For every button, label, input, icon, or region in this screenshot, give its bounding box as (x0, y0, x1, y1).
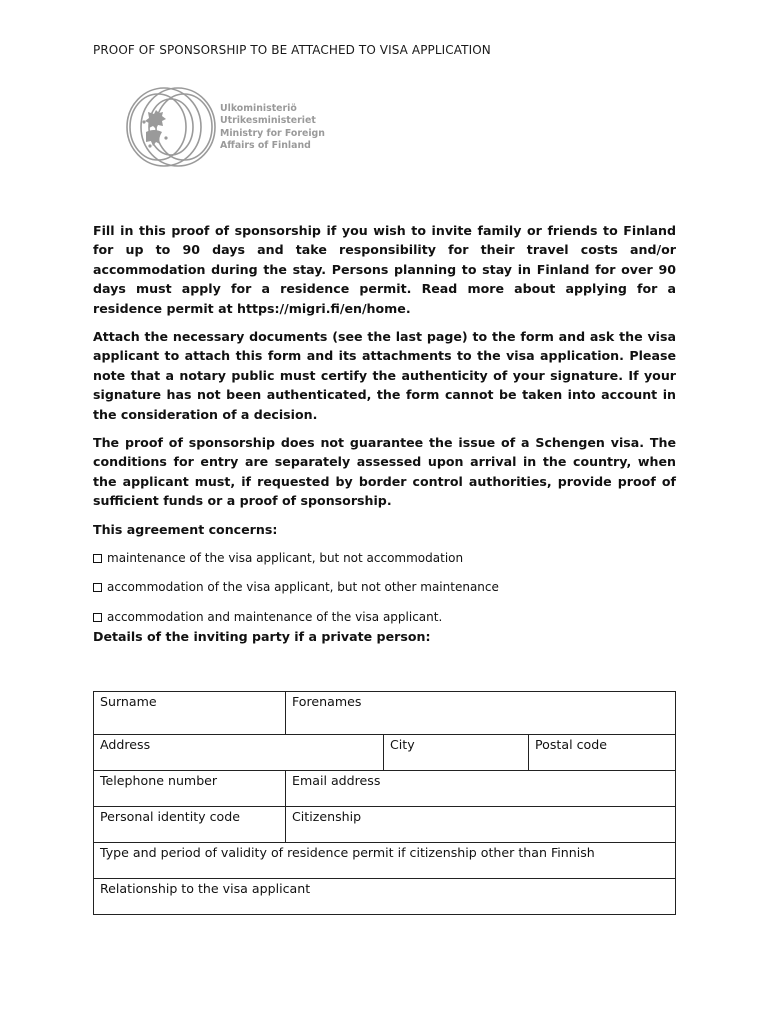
personal-id-field[interactable] (94, 807, 286, 843)
option-maintenance-only[interactable] (93, 549, 676, 568)
surname-field[interactable] (94, 692, 286, 735)
relationship-field[interactable] (94, 879, 676, 915)
email-field[interactable] (286, 771, 676, 807)
option-label: maintenance of the visa applicant, but not accommodation (107, 550, 464, 565)
checkbox-icon[interactable] (93, 613, 102, 622)
intro-paragraph-1: Fill in this proof of sponsorship if you wish to invite family or friends to Finland for up to 90 days and take responsibility for their travel costs and/or accommodation during the stay. Persons planning to stay in Finland for over 90 days must apply for a residence permit. Read more about applying for a residence permit at https://migri.fi/en/home. (93, 223, 676, 316)
option-accommodation-only[interactable] (93, 578, 676, 597)
option-accommodation-and-maintenance[interactable] (93, 608, 676, 627)
ministry-name-swedish: Utrikesministeriet (220, 115, 316, 127)
residence-permit-label: Type and period of validity of residence permit if citizenship other than Finnish (100, 845, 595, 860)
finnish-lion-emblem-icon (126, 86, 216, 168)
instructions (93, 221, 676, 637)
checkbox-icon[interactable] (93, 583, 102, 592)
ministry-name-english-1: Ministry for Foreign (220, 127, 325, 139)
agreement-label: This agreement concerns: (93, 521, 278, 537)
inviting-party-form (93, 691, 676, 915)
citizenship-label: Citizenship (292, 809, 362, 824)
city-label: City (390, 737, 415, 752)
surname-label: Surname (100, 694, 157, 709)
document-title: PROOF OF SPONSORSHIP TO BE ATTACHED TO VISA APPLICATION (93, 43, 491, 57)
personal-id-label: Personal identity code (100, 809, 240, 824)
inviting-party-heading: Details of the inviting party if a private person: (93, 629, 431, 644)
intro-paragraph-2: Attach the necessary documents (see the last page) to the form and ask the visa applicant to attach this form and its attachments to the visa application. Please note that a notary public must certify the authenticity of your signature. If your signature has not been authenticated, the form cannot be taken into account in the consideration of a decision. (93, 329, 676, 422)
email-label: Email address (292, 773, 381, 788)
ministry-name (220, 103, 325, 152)
forenames-label: Forenames (292, 694, 362, 709)
residence-permit-field[interactable] (94, 843, 676, 879)
telephone-field[interactable] (94, 771, 286, 807)
ministry-logo (126, 86, 326, 168)
intro-paragraph-3: The proof of sponsorship does not guarantee the issue of a Schengen visa. The conditions for entry are separately assessed upon arrival in the country, when the applicant must, if requested by border control authorities, provide proof of sufficient funds or a proof of sponsorship. (93, 435, 676, 509)
ministry-name-finnish: Ulkoministeriö (220, 103, 297, 114)
citizenship-field[interactable] (286, 807, 676, 843)
postal-code-label: Postal code (535, 737, 607, 752)
city-field[interactable] (384, 735, 529, 771)
checkbox-icon[interactable] (93, 554, 102, 563)
address-field[interactable] (94, 735, 384, 771)
address-label: Address (100, 737, 151, 752)
ministry-name-english-2: Affairs of Finland (220, 139, 311, 151)
option-label: accommodation of the visa applicant, but not other maintenance (107, 580, 499, 595)
postal-code-field[interactable] (529, 735, 676, 771)
forenames-field[interactable] (286, 692, 676, 735)
telephone-label: Telephone number (100, 773, 218, 788)
option-label: accommodation and maintenance of the visa applicant. (107, 609, 443, 624)
relationship-label: Relationship to the visa applicant (100, 881, 311, 896)
